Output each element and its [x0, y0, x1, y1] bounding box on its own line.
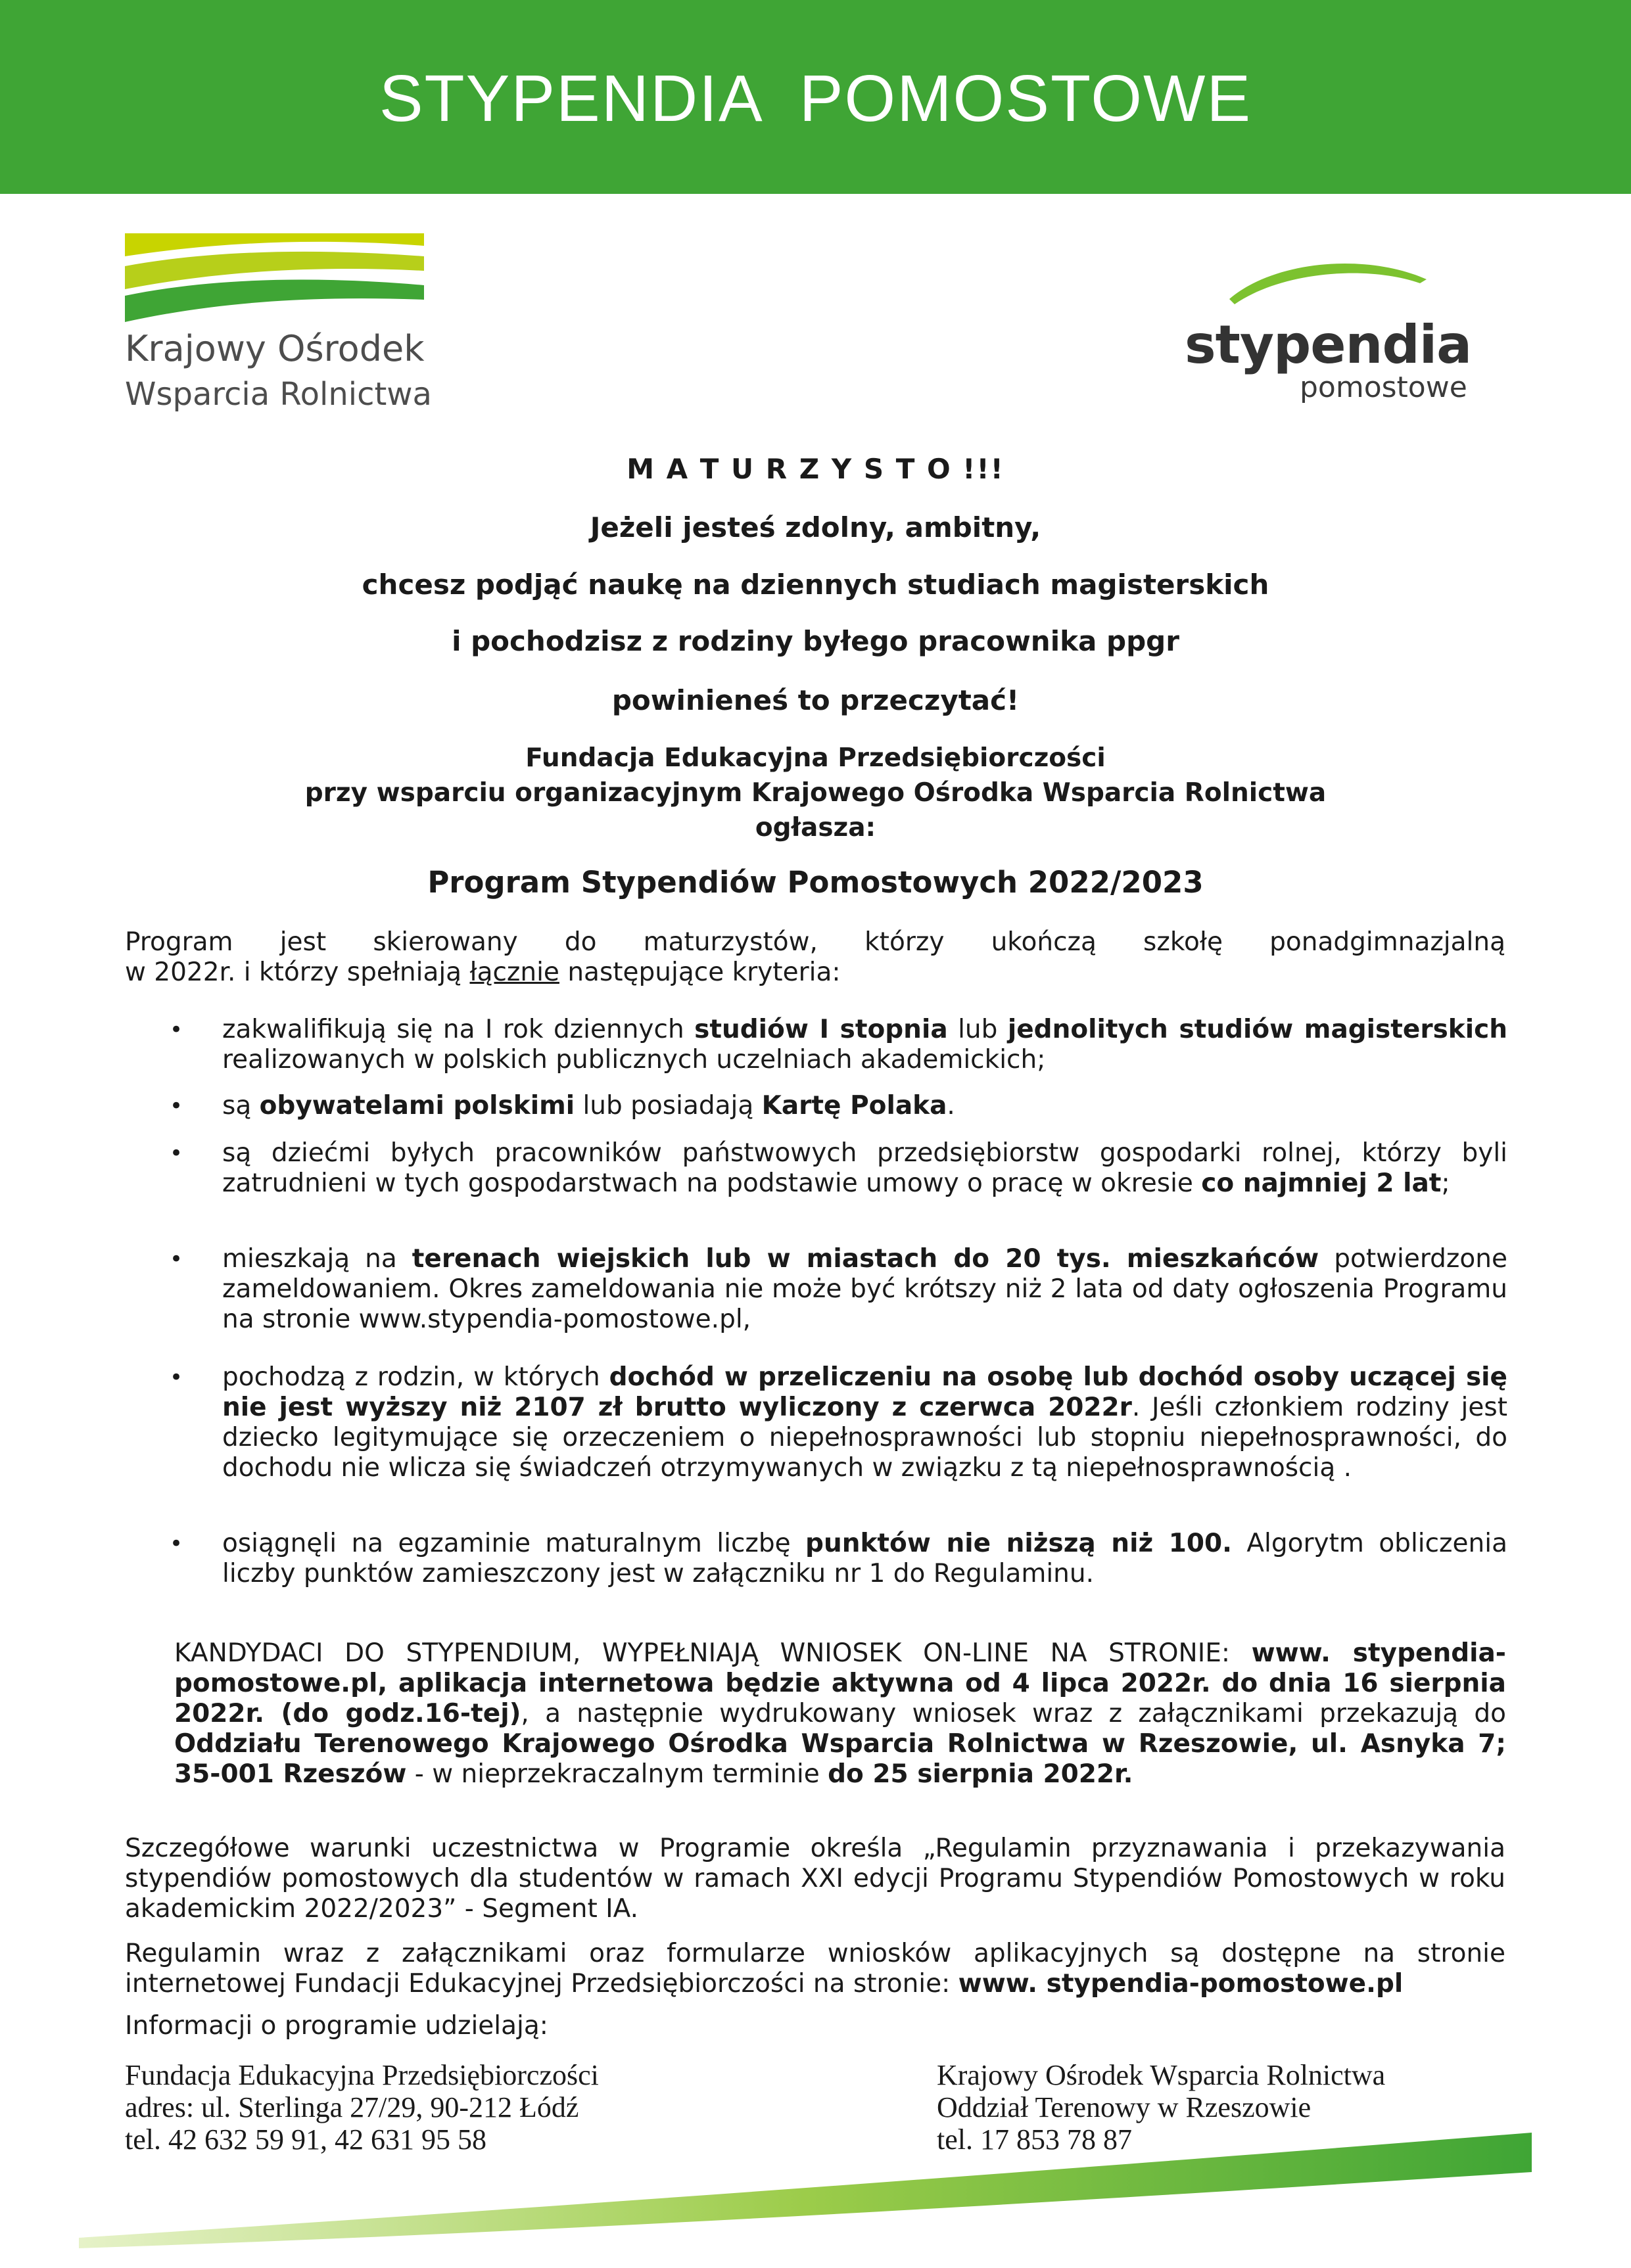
bullet-icon: • [170, 1093, 183, 1119]
kowr-logo [122, 230, 437, 427]
info-label: Informacji o programie udzielają: [125, 2011, 548, 2041]
intro-underline: łącznie [469, 958, 559, 987]
announcer-line-2: przy wsparciu organizacyjnym Krajowego Ośrodka Wsparcia Rolnictwa [304, 778, 1327, 808]
footer-swoosh-icon [0, 2119, 1631, 2268]
contact-left-line-1: Fundacja Edukacyjna Przedsiębiorczości [125, 2059, 599, 2091]
maturzysto-heading: M A T U R Z Y S T O !!! [626, 453, 1005, 485]
criterion-1: zakwalifikują się na I rok dziennych studiów I stopnia lub jednolitych studiów magisterskich realizowanych w polskich publicznych uczelniach akademickich; [222, 1015, 1507, 1075]
bullet-icon: • [170, 1140, 183, 1167]
heading-line-2: chcesz podjąć naukę na dziennych studiach magisterskich [362, 568, 1269, 601]
stypendia-logo-word: stypendia [1185, 314, 1472, 375]
regulations-paragraph: Szczegółowe warunki uczestnictwa w Programie określa „Regulamin przyznawania i przekazywania stypendiów pomostowych dla studentów w ramach XXI edycji Programu Stypendiów Pomostowych w roku akademickim 2022/2023” - Segment IA. [125, 1834, 1505, 1924]
bullet-icon: • [170, 1364, 183, 1391]
criterion-4: mieszkają na terenach wiejskich lub w miastach do 20 tys. mieszkańców potwierdzone zameldowaniem. Okres zameldowania nie może być krótszy niż 2 lata od daty ogłoszenia Programu na stronie www.stypendia-pomostowe.pl, [222, 1244, 1507, 1334]
page-title: STYPENDIA POMOSTOWE [379, 62, 1252, 135]
stypendia-logo-arc-icon [1223, 253, 1433, 306]
program-title: Program Stypendiów Pomostowych 2022/2023 [427, 865, 1204, 900]
criterion-3: są dziećmi byłych pracowników państwowych przedsiębiorstw gospodarki rolnej, którzy byli zatrudnieni w tych gospodarstwach na podstawie umowy o pracę w okresie co najmniej 2 lat; [222, 1138, 1507, 1198]
bullet-icon: • [170, 1531, 183, 1557]
bullet-icon: • [170, 1017, 183, 1043]
kowr-logo-line2: Wsparcia Rolnictwa [125, 376, 432, 413]
criterion-5: pochodzą z rodzin, w których dochód w przeliczeniu na osobę lub dochód osoby uczącej się nie jest wyższy niż 2107 zł brutto wyliczony z czerwca 2022r. Jeśli członkiem rodziny jest dziecko legitymujące się orzeczeniem o niepełnosprawności lub stopniu niepełnosprawności, do dochodu nie wlicza się świadczeń otrzymywanych w związku z tą niepełnosprawnością . [222, 1362, 1507, 1483]
bullet-icon: • [170, 1246, 183, 1272]
contact-right-phone: tel. 17 853 78 87 [937, 2123, 1132, 2156]
contact-left-phone: tel. 42 632 59 91, 42 631 95 58 [125, 2123, 486, 2156]
intro-line-1: Program jest skierowany do maturzystów, którzy ukończą szkołę ponadgimnazjalną [125, 927, 1505, 957]
stypendia-logo-sub: pomostowe [1300, 371, 1467, 404]
announcer-line-1: Fundacja Edukacyjna Przedsiębiorczości [525, 743, 1106, 773]
stypendia-logo [1177, 253, 1479, 404]
criterion-6: osiągnęli na egzaminie maturalnym liczbę punktów nie niższą niż 100. Algorytm obliczenia liczby punktów zamieszczony jest w załączniku nr 1 do Regulaminu. [222, 1529, 1507, 1588]
heading-line-3: i pochodzisz z rodziny byłego pracownika ppgr [452, 625, 1179, 657]
heading-line-4: powinieneś to przeczytać! [611, 684, 1020, 716]
candidates-paragraph: KANDYDACI DO STYPENDIUM, WYPEŁNIAJĄ WNIOSEK ON-LINE NA STRONIE: www. stypendia-pomostowe.pl, aplikacja internetowa będzie aktywna od 4 lipca 2022r. do dnia 16 sierpnia 2022r. (do godz.16-tej), a następnie wydrukowany wniosek wraz z załącznikami przekazują do Oddziału Terenowego Krajowego Ośrodka Wsparcia Rolnictwa w Rzeszowie, ul. Asnyka 7; 35-001 Rzeszów - w nieprzekraczalnym terminie do 25 sierpnia 2022r. [174, 1638, 1506, 1789]
contact-left-line-2: adres: ul. Sterlinga 27/29, 90-212 Łódź [125, 2091, 579, 2123]
intro-line-2: w 2022r. i którzy spełniają łącznie następujące kryteria: [125, 958, 841, 987]
heading-line-1: Jeżeli jesteś zdolny, ambitny, [590, 511, 1041, 544]
header-banner [0, 0, 1631, 194]
contact-right-line-1: Krajowy Ośrodek Wsparcia Rolnictwa [937, 2059, 1386, 2091]
announcer-line-3: ogłasza: [755, 813, 876, 843]
kowr-logo-line1: Krajowy Ośrodek [125, 328, 425, 369]
kowr-logo-swoosh-icon [122, 230, 437, 329]
website-link[interactable]: www. stypendia-pomostowe.pl [958, 1969, 1404, 1999]
forms-paragraph: Regulamin wraz z załącznikami oraz formularze wniosków aplikacyjnych są dostępne na stronie internetowej Fundacji Edukacyjnej Przedsiębiorczości na stronie: www. stypendia-pomostowe.pl [125, 1939, 1505, 1999]
contact-right-line-2: Oddział Terenowy w Rzeszowie [937, 2091, 1312, 2123]
criterion-2: są obywatelami polskimi lub posiadają Kartę Polaka. [222, 1091, 955, 1121]
